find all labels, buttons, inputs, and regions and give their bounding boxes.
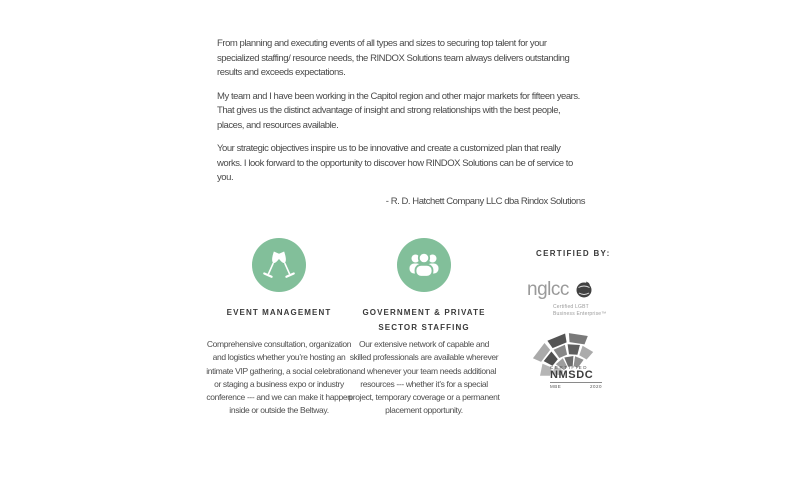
certified-by-heading: CERTIFIED BY: — [536, 249, 611, 258]
nmsdc-logo — [528, 330, 612, 394]
service-description: Comprehensive consultation, organization and logistics whether you’re hosting an intimate VIP gathering, a social celebration or staging a business expo or industry conference --- and we can make it happen inside or outside the Beltway. — [206, 339, 352, 416]
service-title: GOVERNMENT & PRIVATE SECTOR STAFFING — [362, 308, 486, 332]
nmsdc-acronym: NMSDC — [550, 369, 594, 381]
nglcc-thumbprint-icon — [574, 279, 594, 304]
intro-paragraph: My team and I have been working in the Capitol region and other major markets for fifteen years. That gives us the distinct advantage of insight and strong relationships with the best people, places, and resources available. — [217, 90, 580, 131]
people-group-icon — [397, 238, 451, 292]
nglcc-logo — [527, 279, 622, 317]
service-title: EVENT MANAGEMENT — [226, 308, 332, 317]
nmsdc-certified-label: CERTIFIED — [550, 365, 589, 370]
service-column-staffing — [348, 238, 500, 418]
nmsdc-year-label: 2020 — [589, 383, 602, 389]
signature-line: - R. D. Hatchett Company LLC dba Rindox Solutions — [385, 195, 585, 207]
intro-paragraph: Your strategic objectives inspire us to be innovative and create a customized plan that really works. I look forward to the opportunity to discover how RINDOX Solutions can be of service to you. — [217, 143, 573, 183]
nglcc-subtext-line1: Certified LGBT — [553, 304, 589, 310]
champagne-toast-icon — [252, 238, 306, 292]
nglcc-subtext-line2: Business Enterprise™ — [553, 310, 607, 317]
intro-paragraph: From planning and executing events of all types and sizes to securing top talent for your specialized staffing/ resource needs, the RINDOX Solutions team always delivers outstanding results and exceeds expectations. — [217, 38, 570, 78]
service-description: Our extensive network of capable and skilled professionals are available wherever and whenever your team needs additional resources --- whether it’s for a special project, temporary coverage or a permanent placement opportunity. — [348, 339, 500, 416]
nglcc-wordmark: nglcc — [527, 279, 569, 300]
service-column-event-management — [203, 238, 355, 418]
intro-text-block — [217, 37, 585, 209]
nmsdc-mbe-label: MBE — [550, 383, 562, 389]
nmsdc-text-block — [550, 365, 604, 389]
